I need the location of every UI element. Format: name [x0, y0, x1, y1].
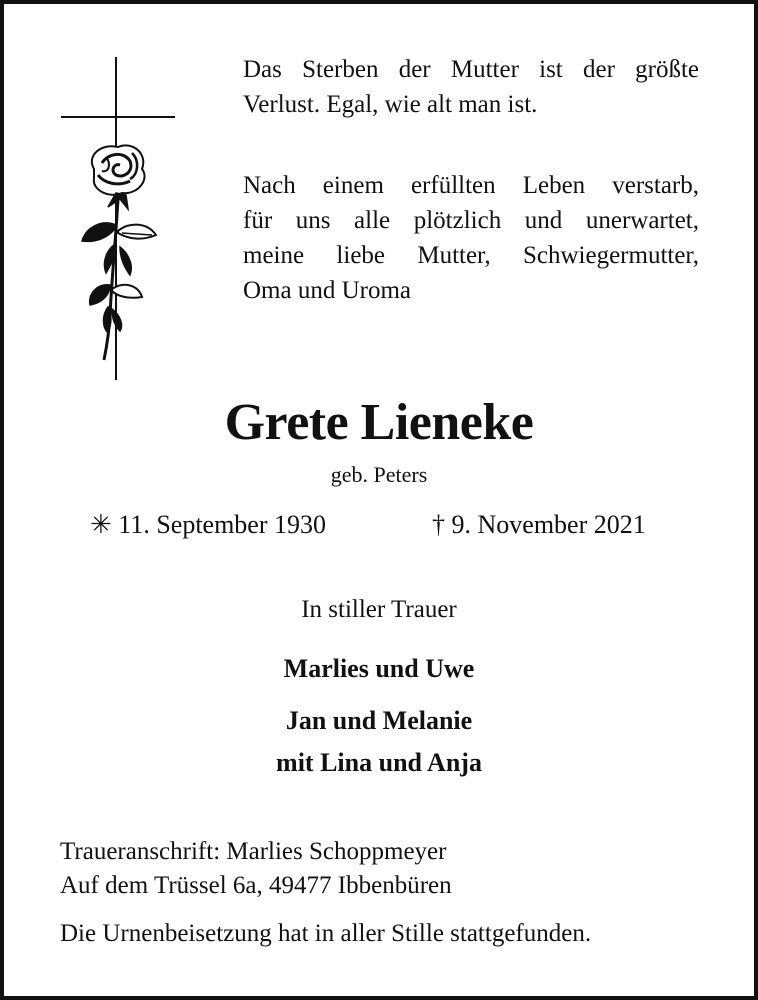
deceased-name: Grete Lieneke [224, 394, 534, 451]
cross-icon-horizontal-bar [61, 116, 175, 118]
rose-icon [72, 135, 172, 365]
mourner-line: mit Lina und Anja [276, 748, 482, 777]
mourner-line: Marlies und Uwe [283, 654, 475, 683]
maiden-name: geb. Peters [330, 462, 428, 487]
intro-line: meine liebe Mutter, Schwiegermutter, [243, 242, 699, 269]
intro-text [243, 52, 699, 308]
mourning-intro: In stiller Trauer [301, 596, 457, 623]
mourner-line: Jan und Melanie [285, 706, 473, 735]
intro-line: Verlust. Egal, wie alt man ist. [243, 91, 538, 118]
intro-line: Das Sterben der Mutter ist der größte [243, 56, 699, 83]
intro-line: Oma und Uroma [243, 277, 412, 304]
mourning-address-street: Auf dem Trüssel 6a, 49477 Ibbenbüren [60, 872, 452, 899]
burial-note: Die Urnenbeisetzung hat in aller Stille stattgefunden. [60, 920, 592, 947]
mourning-address-name: Traueranschrift: Marlies Schoppmeyer [60, 838, 447, 865]
intro-line: für uns alle plötzlich und unerwartet, [243, 207, 699, 234]
birth-date: ✳ 11. September 1930 [90, 510, 327, 539]
death-date: † 9. November 2021 [432, 510, 646, 539]
intro-line: Nach einem erfüllten Leben verstarb, [243, 172, 699, 199]
